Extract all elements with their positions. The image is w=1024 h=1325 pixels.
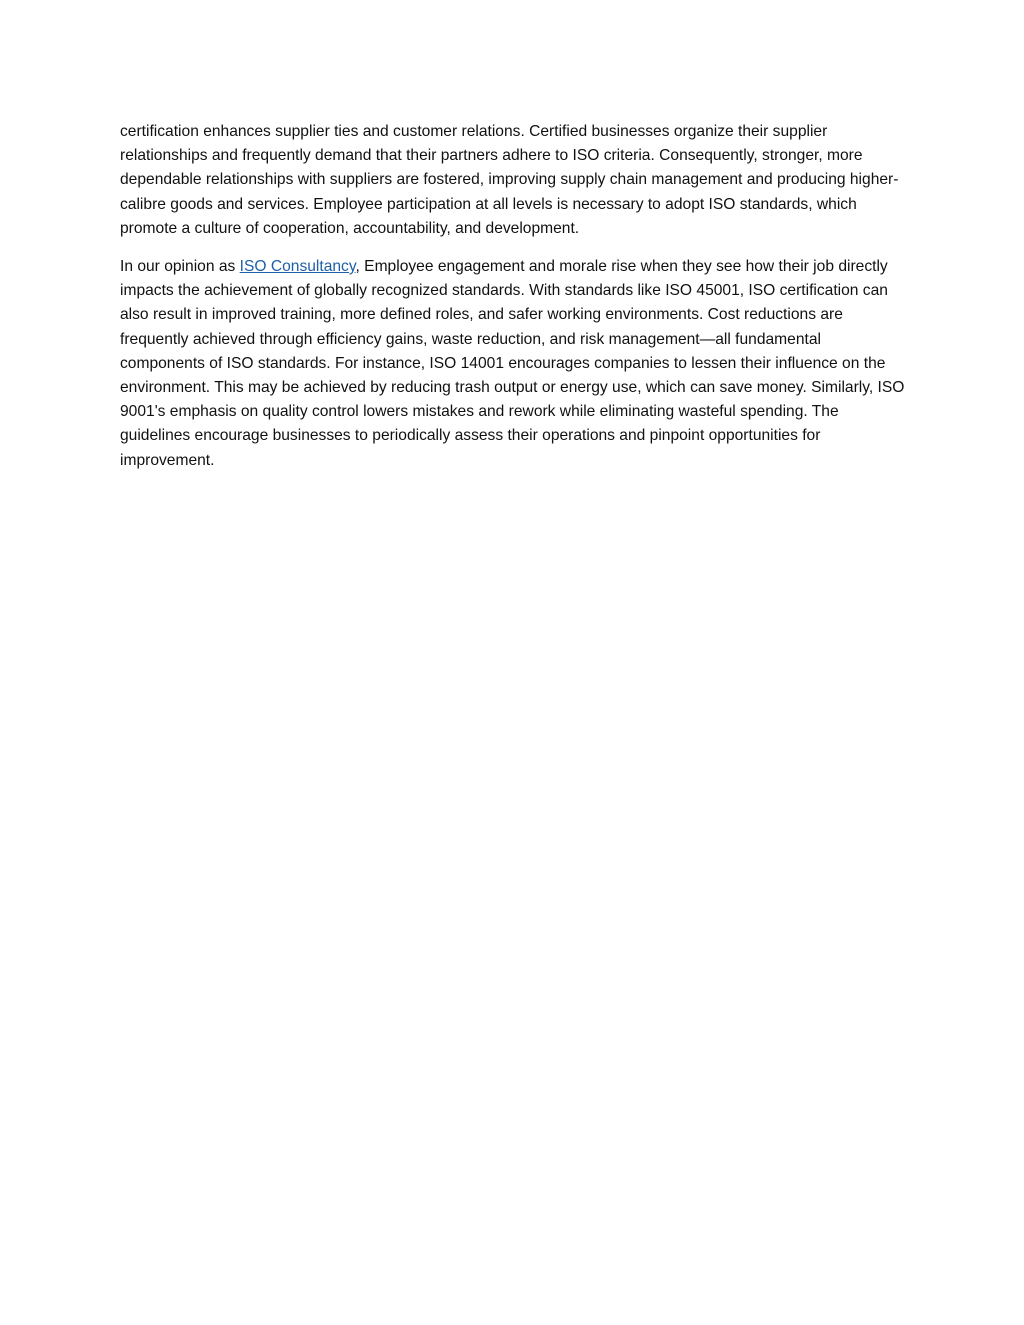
paragraph-2-intro: In our opinion as: [120, 258, 240, 276]
paragraph-2-body: , Employee engagement and morale rise when they see how their job directly impacts the achievement of globally recognized standards. With standards like ISO 45001, ISO certification can also result in improved training, more defined roles, and safer working environments. Cost reductions are frequently achieved through efficiency gains, waste reduction, and risk management—all fundamental components of ISO standards. For instance, ISO 14001 encourages companies to lessen their influence on the environment. This may be achieved by reducing trash output or energy use, which can save money. Similarly, ISO 9001's emphasis on quality control lowers mistakes and rework while eliminating wasteful spending. The guidelines encourage businesses to periodically assess their operations and pinpoint opportunities for improvement.: [120, 258, 905, 469]
document-body: [120, 120, 905, 487]
paragraph-2: [120, 255, 905, 473]
paragraph-1: certification enhances supplier ties and customer relations. Certified businesses organize their supplier relationships and frequently demand that their partners adhere to ISO criteria. Consequently, stronger, more dependable relationships with suppliers are fostered, improving supply chain management and producing higher-calibre goods and services. Employee participation at all levels is necessary to adopt ISO standards, which promote a culture of cooperation, accountability, and development.: [120, 123, 899, 237]
iso-consultancy-link[interactable]: ISO Consultancy: [239, 258, 356, 276]
